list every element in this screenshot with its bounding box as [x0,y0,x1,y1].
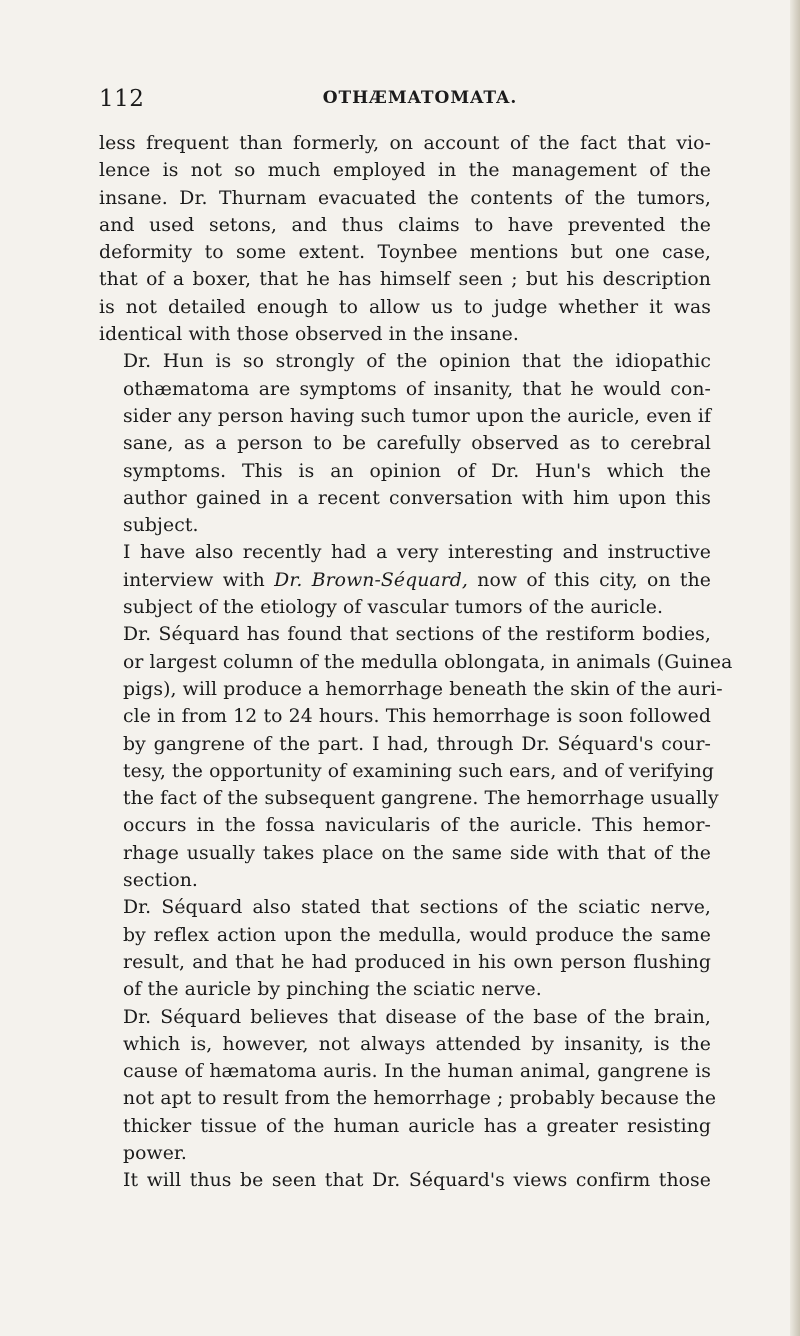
text-line: by gangrene of the part. I had, through Dr. Séquard's cour- [123,733,711,755]
paragraph-4 [99,621,733,894]
text-line: is not detailed enough to allow us to judge whether it was [99,296,711,318]
text-line: power. [123,1142,188,1164]
text-line: lence is not so much employed in the management of the [99,160,711,182]
text-line: the fact of the subsequent gangrene. The hemorrhage usually [123,788,719,810]
text-line: by reflex action upon the medulla, would produce the same [123,924,711,946]
text-line: result, and that he had produced in his own person flushing [123,951,711,973]
text-line: not apt to result from the hemorrhage ; probably because the [123,1088,717,1110]
text-fragment: now of this city, on the [467,569,711,591]
text-line: rhage usually takes place on the same side with that of the [123,842,711,864]
text-line: occurs in the fossa navicularis of the auricle. This hemor- [123,815,711,837]
text-line: I have also recently had a very interesting and instructive [123,542,711,564]
text-line: Dr. Séquard also stated that sections of the sciatic nerve, [123,897,711,919]
page-number: 112 [99,86,145,112]
italic-name: Dr. Brown-Séquard, [274,569,468,591]
text-line: insane. Dr. Thurnam evacuated the contents of the tumors, [99,187,711,209]
text-line: Dr. Hun is so strongly of the opinion that the idiopathic [123,351,711,373]
text-line: cause of hæmatoma auris. In the human animal, gangrene is [123,1061,711,1083]
text-line: thicker tissue of the human auricle has a greater resisting [123,1115,711,1137]
text-line: othæmatoma are symptoms of insanity, that he would con- [123,378,711,400]
text-line: symptoms. This is an opinion of Dr. Hun's which the [123,460,711,482]
body-text [99,130,733,1195]
page-edge-shadow [790,0,800,1336]
text-line: of the auricle by pinching the sciatic nerve. [123,979,542,1001]
text-line: identical with those observed in the insane. [99,324,519,346]
page-header [99,86,711,116]
paragraph-1 [99,130,711,348]
paragraph-7 [99,1167,711,1194]
text-line: less frequent than formerly, on account of the fact that vio- [99,133,711,154]
text-line-with-name [99,567,711,594]
paragraph-2 [99,348,711,539]
paragraph-5 [99,894,711,1003]
text-line: pigs), will produce a hemorrhage beneath the skin of the auri- [123,678,723,700]
text-line: subject of the etiology of vascular tumors of the auricle. [123,597,664,619]
text-line: sane, as a person to be carefully observed as to cerebral [123,433,711,455]
text-line: It will thus be seen that Dr. Séquard's views confirm those [123,1170,711,1192]
text-line: section. [123,870,198,892]
text-line: tesy, the opportunity of examining such ears, and of verifying [123,760,715,782]
text-line: Dr. Séquard believes that disease of the base of the brain, [123,1006,711,1028]
text-line: that of a boxer, that he has himself seen ; but his description [99,269,711,291]
running-head: OTHÆMATOMATA. [322,88,518,108]
text-line: deformity to some extent. Toynbee mentions but one case, [99,242,711,264]
text-fragment: interview with [123,569,275,591]
text-line: and used setons, and thus claims to have prevented the [99,214,711,236]
paragraph-6 [99,1004,717,1168]
text-line: Dr. Séquard has found that sections of the restiform bodies, [123,624,711,646]
text-line: subject. [123,515,199,537]
text-line: which is, however, not always attended by insanity, is the [123,1033,711,1055]
text-line: or largest column of the medulla oblongata, in animals (Guinea [123,651,733,673]
text-line: cle in from 12 to 24 hours. This hemorrhage is soon followed [123,706,711,728]
paragraph-3 [99,539,711,621]
text-line: author gained in a recent conversation with him upon this [123,487,711,509]
text-line: sider any person having such tumor upon the auricle, even if [123,405,711,427]
